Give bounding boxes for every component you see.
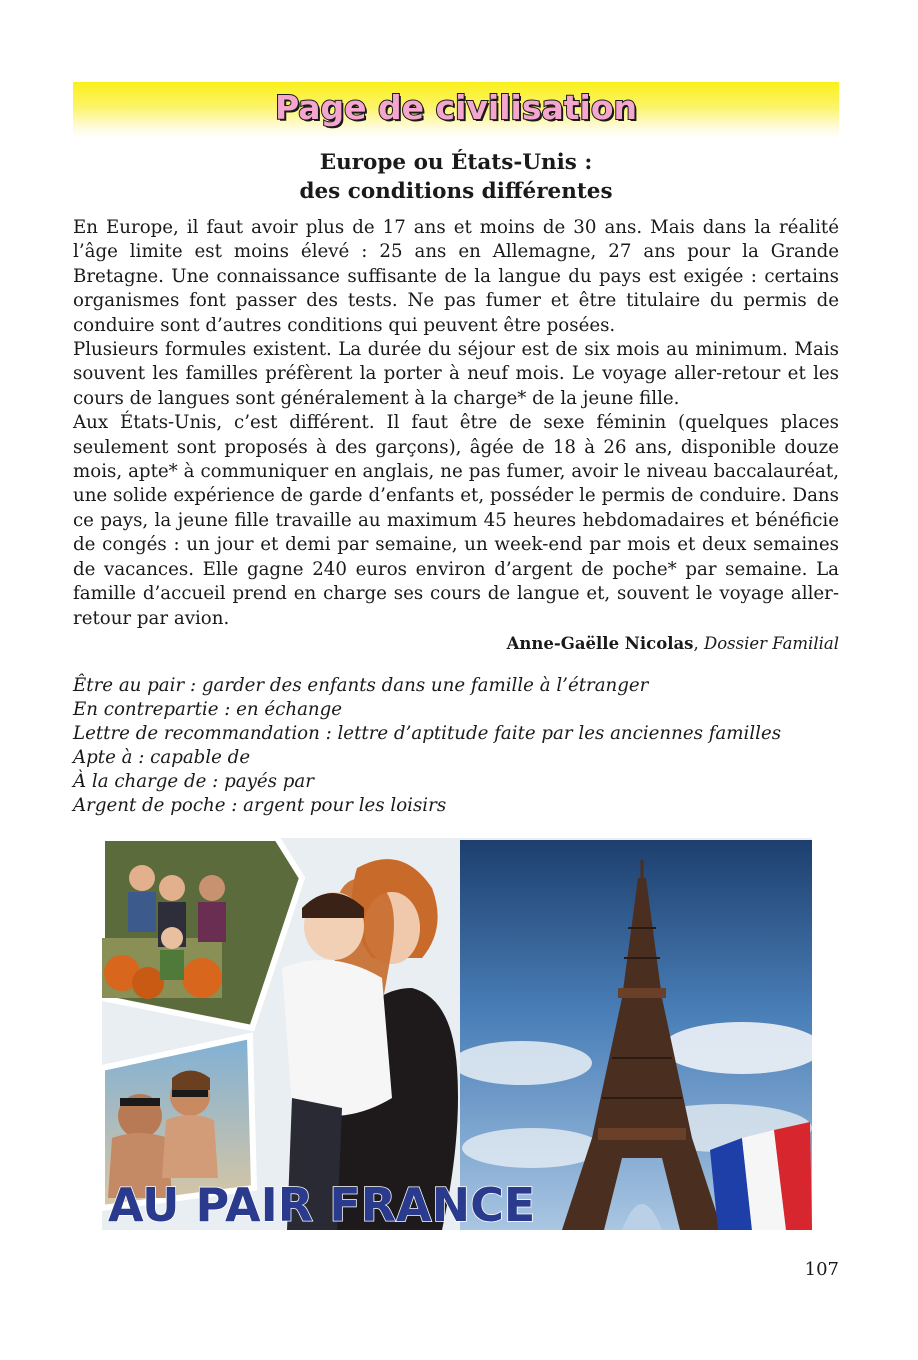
paragraph-europe: En Europe, il faut avoir plus de 17 ans et moins de 30 ans. Mais dans la réalité l’âge limite est moins élevé : 25 ans en Allemagne, 27 ans pour la Grande Bretagne. Une connaissance suffisante de la langue du pays est exigée : certains organismes font passer des tests. Ne pas fumer et être titulaire du permis de conduire sont d’autres conditions qui peuvent être posées. (73, 217, 839, 336)
au-pair-collage (102, 838, 812, 1230)
section-title: Page de civilisation (274, 88, 638, 127)
glossary-item: Être au pair : garder des enfants dans une famille à l’étranger (73, 675, 649, 696)
glossary (73, 674, 781, 818)
page-number: 107 (804, 1259, 839, 1280)
family-photo (102, 838, 302, 1028)
article-body (73, 216, 839, 631)
glossary-item: À la charge de : payés par (73, 771, 314, 792)
au-pair-with-child-photo (282, 859, 458, 1230)
article-credit (73, 634, 839, 653)
collage-illustration (102, 838, 812, 1230)
headline-line-1: Europe ou États-Unis : (319, 150, 593, 175)
article-headline (73, 148, 839, 206)
section-banner (73, 82, 839, 138)
paragraph-usa: Aux États-Unis, c’est différent. Il faut être de sexe féminin (quelques places seulement sont proposés à des garçons), âgée de 18 à 26 ans, disponible douze mois, apte* à communiquer en anglais, ne pas fumer, avoir le niveau baccalauréat, une solide expérience de garde d’enfants et, posséder le permis de conduire. Dans ce pays, la jeune fille travaille au maximum 45 heures hebdomadaires et bénéficie de congés : un jour et demi par semaine, un week-end par mois et deux semaines de vacances. Elle gagne 240 euros environ d’argent de poche* par semaine. La famille d’accueil prend en charge ses cours de langue et, souvent le voyage aller-retour par avion. (73, 412, 839, 629)
collage-caption: AU PAIR FRANCE (108, 1178, 536, 1230)
glossary-item: En contrepartie : en échange (73, 699, 343, 720)
headline-line-2: des conditions différentes (299, 179, 613, 204)
glossary-item: Lettre de recommandation : lettre d’aptitude faite par les anciennes familles (73, 723, 782, 744)
paragraph-formules: Plusieurs formules existent. La durée du séjour est de six mois au minimum. Mais souvent les familles préfèrent la porter à neuf mois. Le voyage aller-retour et les cours de langues sont généralement à la charge* de la jeune fille. (73, 339, 839, 409)
glossary-item: Argent de poche : argent pour les loisirs (73, 795, 447, 816)
credit-separator: , (693, 634, 704, 653)
glossary-item: Apte à : capable de (73, 747, 251, 768)
credit-author: Anne-Gaëlle Nicolas (506, 634, 694, 653)
credit-source: Dossier Familial (703, 634, 839, 653)
